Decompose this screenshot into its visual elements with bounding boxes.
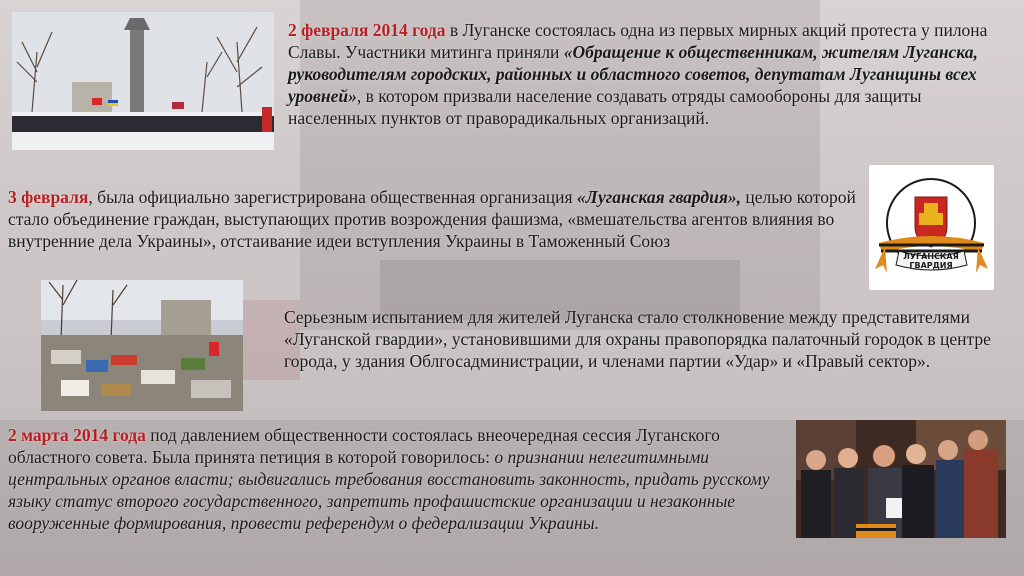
mar2-demands: о признании нелегитимными центральных органов власти; выдвигались требования восстановить законность, придать русскому языку статус второго государственного, запретить профашистские организации и незаконные вооруженные формирования, провести референдум о федерализации Украины. <box>8 447 770 533</box>
mar2-text-1: под давлением общественности состоялась внеочередная сессия Луганского областного совета. Была принята петиция в которой говорилось: <box>8 425 720 467</box>
feb2-appeal-title: «Обращение к общественникам, жителям Луганска, руководителям городских, районных и областного советов, депутатам Луганщины всех уровней» <box>288 42 978 106</box>
mar2-date: 2 марта 2014 года <box>8 425 146 445</box>
feb2-text-2: , в котором призвали население создавать отряды самообороны для защиты населенных пунктов от праворадикальных организаций. <box>288 86 922 128</box>
session-photo <box>796 420 1006 538</box>
rally-photo <box>12 12 274 150</box>
luganskaya-gvardiya-logo <box>869 165 994 290</box>
clash-paragraph <box>284 306 1019 372</box>
logo-emblem <box>869 165 994 290</box>
feb3-text-1: , была официально зарегистрирована общественная организация <box>88 187 577 207</box>
feb2-text-1: в Луганске состоялась одна из первых мирных акций протеста у пилона Славы. Участники митинга приняли <box>288 20 988 62</box>
feb3-org-name: «Луганская гвардия», <box>576 187 741 207</box>
feb3-date: 3 февраля <box>8 187 89 207</box>
feb3-paragraph <box>8 186 858 252</box>
logo-text-line1: ЛУГАНСКАЯ <box>903 252 959 261</box>
feb2-paragraph <box>288 19 1008 129</box>
feb2-date: 2 февраля 2014 года <box>288 20 446 40</box>
tent-camp-photo <box>41 280 243 411</box>
feb3-text-2: целью которой стало объединение граждан, выступающих против возрождения фашизма, «вмешательства агентов влияния во внутренние дела Украины», отстаивание идеи вступления Украины в Таможенный Союз <box>8 187 856 251</box>
clash-text: Серьезным испытанием для жителей Луганска стало столкновение между представителями «Луганской гвардии», установившими для охраны правопорядка палаточный городок в центре города, у здания Облгосадминистрации, и членами партии «Удар» и «Правый сектор». <box>284 307 991 371</box>
logo-text-line2: ГВАРДИЯ <box>909 261 953 270</box>
mar2-paragraph <box>8 424 788 534</box>
